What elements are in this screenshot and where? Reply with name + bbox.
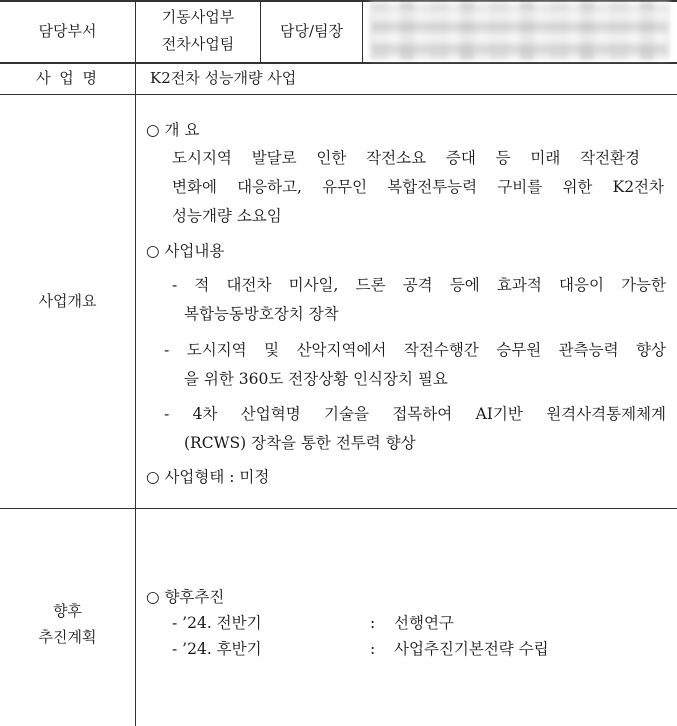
project-name-value: K2전차 성능개량 사업 <box>150 69 297 87</box>
row-divider-project <box>0 94 677 95</box>
column-divider-label <box>135 0 136 726</box>
summary-line-2: 변화에 대응하고, 유무인 복합전투능력 구비를 위한 K2전차 <box>172 178 664 196</box>
plan-label-line1: 향후 <box>53 602 82 620</box>
plan-row-2-period: - ’24. 후반기 <box>172 640 262 658</box>
content-item-2-line2: 을 위한 360도 전장상황 인식장치 필요 <box>184 370 448 388</box>
plan-row-1-period: - ’24. 전반기 <box>172 614 262 632</box>
plan-label-line2: 추진계획 <box>38 628 97 646</box>
plan-heading: ○ 향후추진 <box>146 588 225 606</box>
summary-line-3: 성능개량 소요임 <box>172 207 282 225</box>
manager-label: 담당/팀장 <box>279 22 343 40</box>
content-item-1-line1: - 적 대전차 미사일, 드론 공격 등에 효과적 대응이 가능한 <box>172 276 666 294</box>
content-item-2-line1: - 도시지역 및 산악지역에서 작전수행간 승무원 관측능력 향상 <box>164 341 666 359</box>
redacted-manager-name-overlay <box>372 8 668 54</box>
content-item-3-line2: (RCWS) 장착을 통한 전투력 향상 <box>184 434 416 452</box>
project-type-line: ○ 사업형태 : 미정 <box>146 468 270 486</box>
row-divider-header <box>0 62 677 64</box>
content-item-1-line2: 복합능동방호장치 장착 <box>184 305 339 323</box>
row-divider-overview <box>0 508 677 509</box>
summary-line-1: 도시지역 발달로 인한 작전소요 증대 등 미래 작전환경 <box>172 149 640 167</box>
plan-row-2-task: 사업추진기본전략 수립 <box>394 640 549 658</box>
dept-label: 담당부서 <box>38 22 97 40</box>
project-name-label: 사 업 명 <box>35 69 99 87</box>
plan-row-1-task: 선행연구 <box>394 614 454 632</box>
column-divider-manager <box>362 0 363 62</box>
content-heading: ○ 사업내용 <box>146 242 225 260</box>
plan-row-2-separator: : <box>370 640 376 658</box>
summary-heading: ○ 개 요 <box>146 121 200 139</box>
overview-label: 사업개요 <box>38 292 97 310</box>
dept-value-line2: 전차사업팀 <box>161 35 235 53</box>
dept-value-line1: 기동사업부 <box>161 8 235 26</box>
plan-row-1-separator: : <box>370 614 376 632</box>
content-item-3-line1: - 4차 산업혁명 기술을 접목하여 AI기반 원격사격통제체계 <box>164 405 666 423</box>
